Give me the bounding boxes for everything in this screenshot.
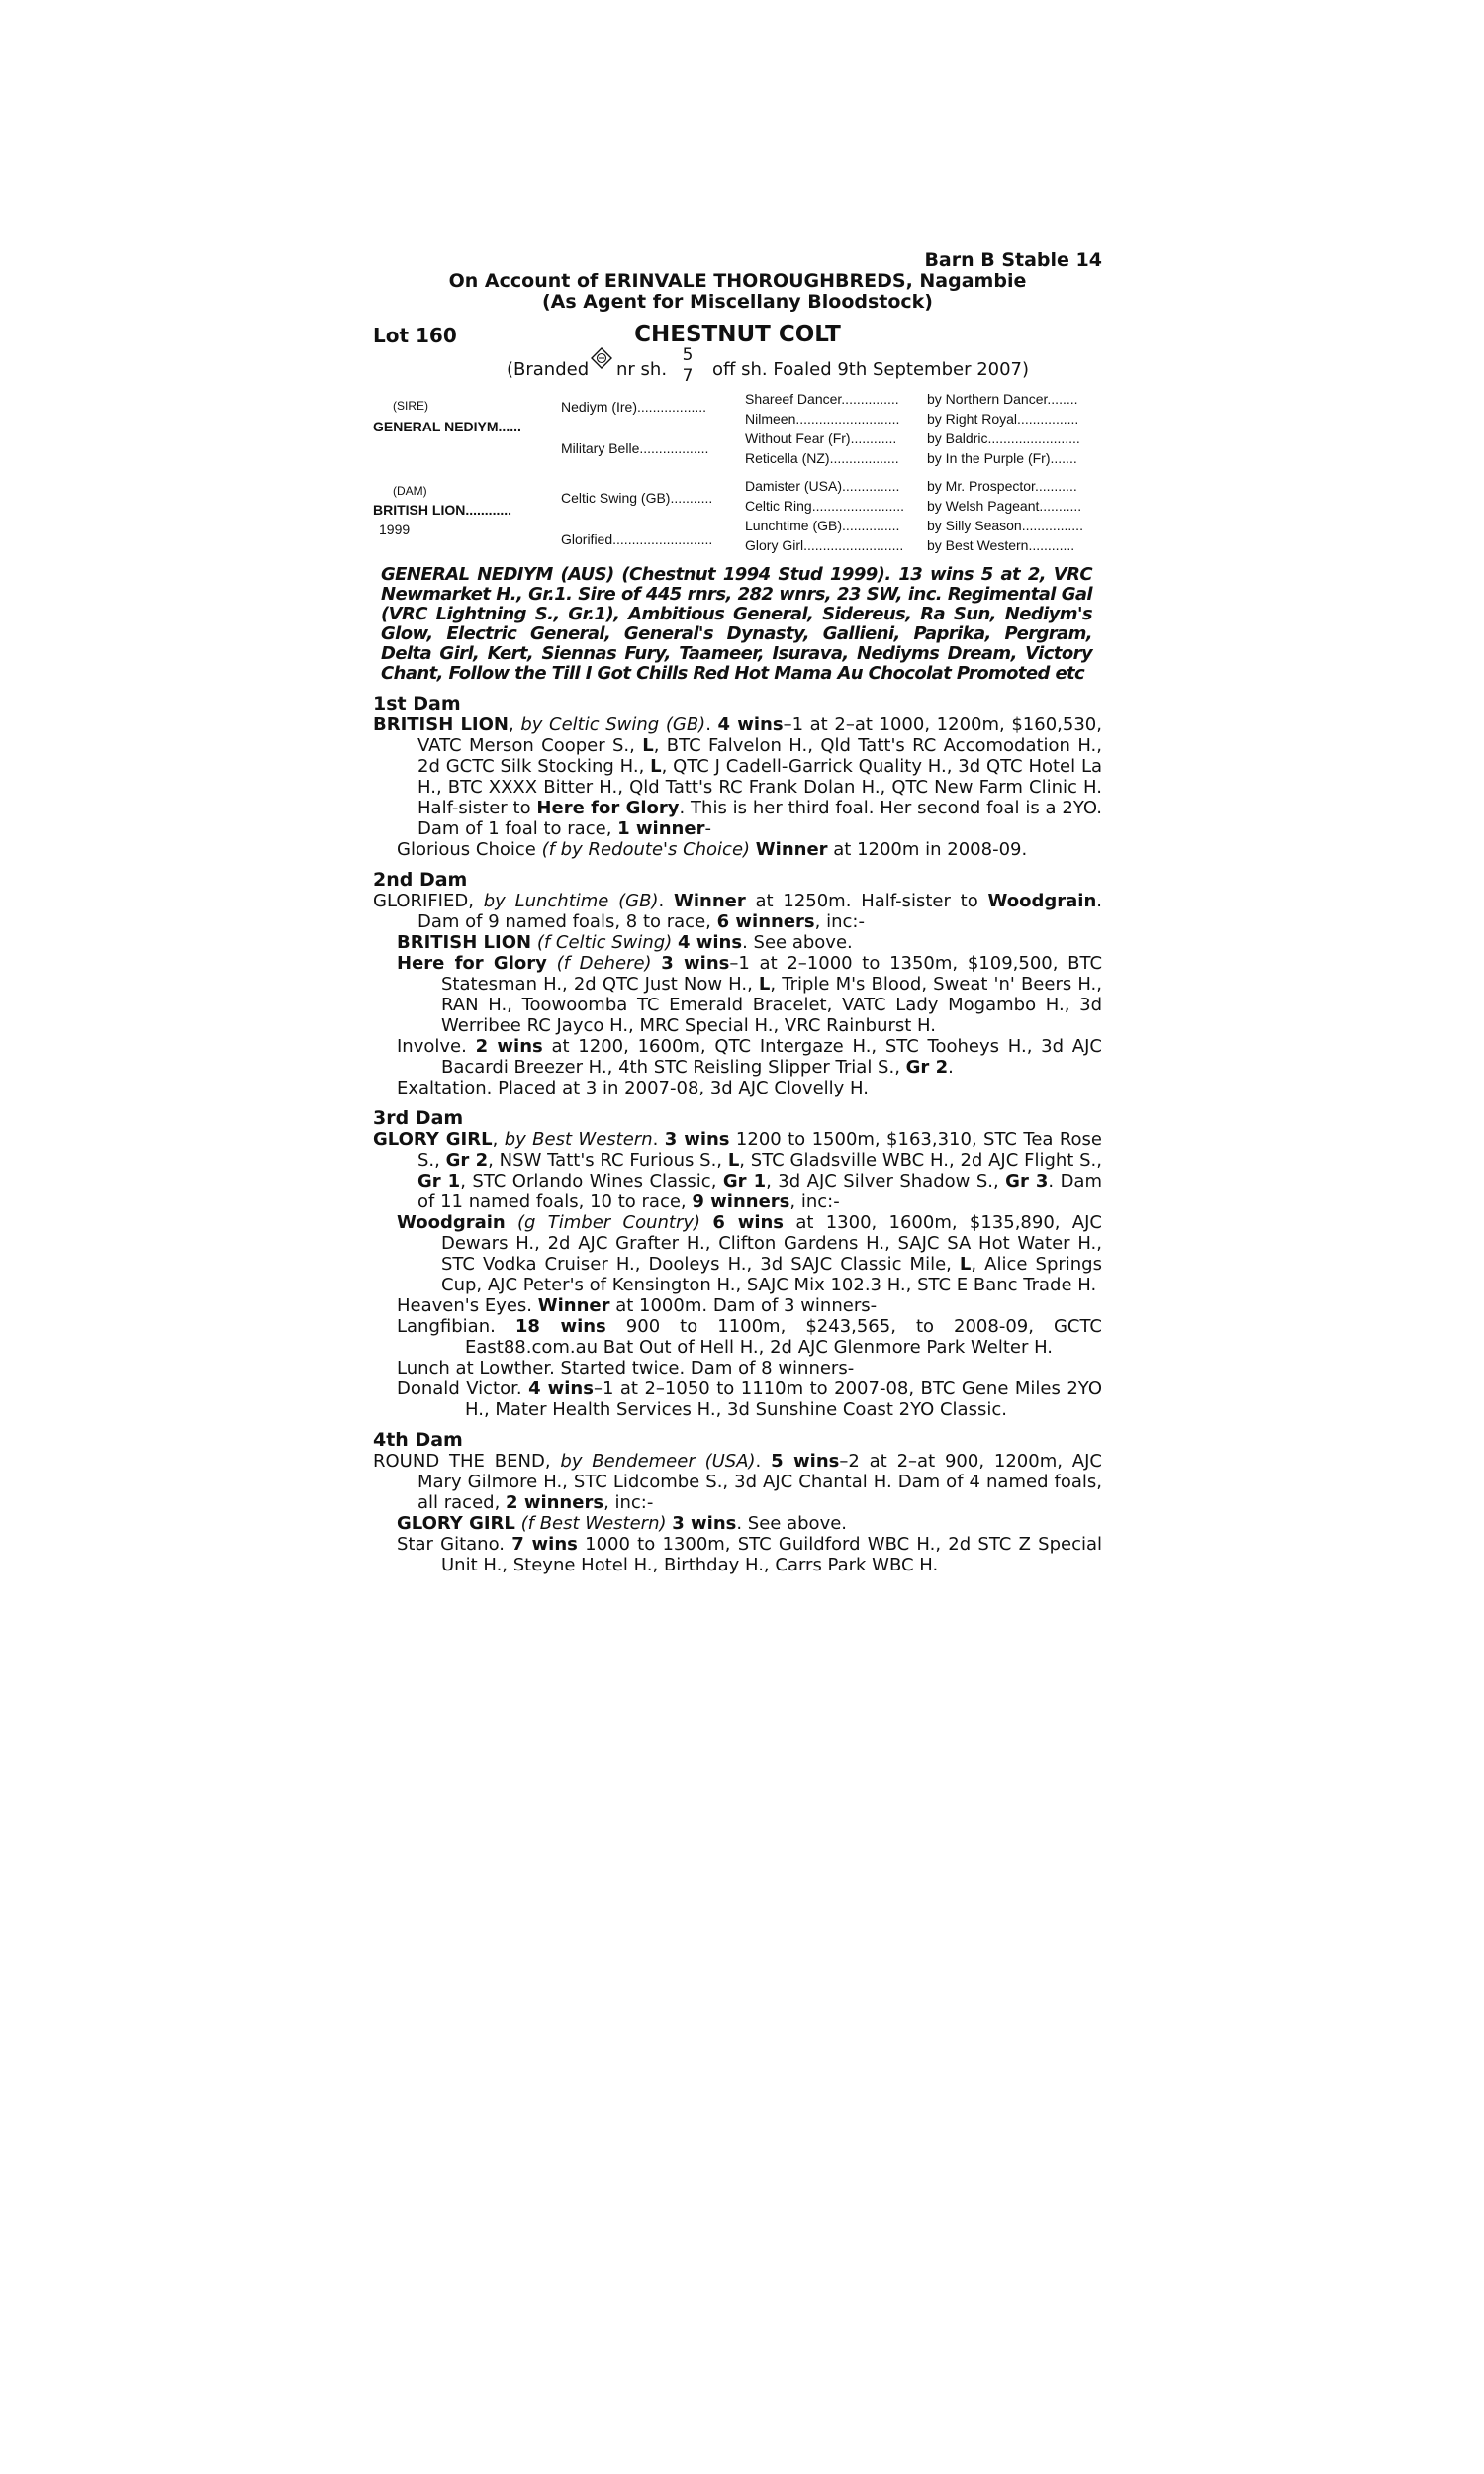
third-dam-heading: 3rd Dam: [373, 1107, 464, 1129]
ggp-5-by: by Mr. Prospector: [927, 478, 1035, 494]
separator: .: [948, 1057, 954, 1078]
sire-label: (SIRE): [393, 399, 428, 413]
brand-position: nr sh.: [616, 359, 668, 380]
ggp-1-sire: by Northern Dancer........: [927, 391, 1078, 407]
race-record: , QTC J Cadell-Garrick Quality H., 3d QTC Hotel La H., BTC XXXX Bitter H., Qld Tatt's RC Frank Dolan H., QTC New Farm Clinic H. Half-sister to: [417, 756, 1102, 818]
brand-suffix: off sh. Foaled 9th September 2007): [712, 359, 1030, 380]
ggp-5: Damister (USA)...............: [745, 478, 900, 494]
foal-name: GLORY GIRL: [397, 1513, 515, 1534]
sire-dam: Military Belle..................: [561, 440, 709, 456]
foal-name: Star Gitano.: [397, 1534, 512, 1555]
race-record: . See above.: [742, 932, 853, 953]
dam-sire: Celtic Swing (GB)...........: [561, 490, 713, 506]
vendor-agent: (As Agent for Miscellany Bloodstock): [541, 291, 933, 313]
dam-dam-text: Glorified: [561, 531, 613, 547]
ggp-5-name: Damister (USA): [745, 478, 843, 494]
third-dam-foal-2: [373, 1295, 1102, 1316]
ggp-3-by: by Baldric: [927, 430, 988, 446]
separator: -: [704, 818, 711, 839]
foal-name: Here for Glory: [397, 953, 547, 974]
race-record: , Alice Springs Cup, AJC Peter's of Kensington H., SAJC Mix 102.3 H., STC E Banc Trade H.: [441, 1254, 1102, 1295]
produce-record: . Dam of 9 named foals, 8 to race,: [417, 891, 1102, 932]
lot-number: Lot 160: [373, 324, 457, 347]
race-record: –1 at 2–1050 to 1110m to 2007-08, BTC Gene Miles 2YO H., Mater Health Services H., 3d Sunshine Coast 2YO Classic.: [465, 1379, 1102, 1420]
horse-name: BRITISH LION: [373, 714, 509, 735]
brand-number-bottom: 7: [682, 366, 694, 386]
wins: 4 wins: [677, 932, 743, 953]
ggp-4-name: Reticella (NZ): [745, 450, 830, 466]
race-record: –1 at 2–at 1000, 1200m, $160,530, VATC Merson Cooper S.,: [417, 714, 1102, 756]
first-dam-foal: [373, 839, 1102, 860]
second-dam-entry: [373, 891, 1102, 932]
separator: [700, 1212, 712, 1233]
ggp-3: Without Fear (Fr)............: [745, 430, 897, 446]
third-dam-grandfoal-2: [373, 1379, 1102, 1420]
ggp-5-sire: by Mr. Prospector...........: [927, 478, 1077, 494]
ggp-3-sire: by Baldric........................: [927, 430, 1080, 446]
ggp-6: Celtic Ring........................: [745, 498, 905, 514]
winners-count: 6 winners: [716, 911, 815, 932]
third-dam-section: [373, 1129, 1102, 1420]
second-dam-foal-2: [373, 953, 1102, 1036]
lot-title: CHESTNUT COLT: [634, 322, 841, 347]
sire-ref: (f Celtic Swing): [536, 932, 673, 953]
separator: , inc:-: [789, 1191, 840, 1212]
brand-prefix: (Branded: [507, 359, 590, 380]
wins: 4 wins: [528, 1379, 594, 1399]
race-record: . See above.: [736, 1513, 848, 1534]
produce-record: at 1000m. Dam of 3 winners-: [609, 1295, 878, 1316]
first-dam-heading: 1st Dam: [373, 693, 461, 714]
separator: [506, 1212, 517, 1233]
horse-name: GLORY GIRL: [373, 1129, 493, 1150]
ggp-1: Shareef Dancer...............: [745, 391, 899, 407]
winners-count: 1 winner: [617, 818, 705, 839]
listed-marker: L: [650, 756, 662, 777]
ggp-4: Reticella (NZ)..................: [745, 450, 899, 466]
separator: [547, 953, 557, 974]
ggp-7-by: by Silly Season: [927, 518, 1022, 533]
ggp-2-name: Nilmeen: [745, 411, 796, 427]
wins: 2 wins: [475, 1036, 543, 1057]
race-record: , 3d AJC Silver Shadow S.,: [766, 1171, 1006, 1191]
fourth-dam-foal-2: [373, 1534, 1102, 1575]
race-record: at 1250m. Half-sister to: [745, 891, 988, 911]
wins: 18 wins: [514, 1316, 606, 1337]
sire-ref: by Bendemeer (USA): [560, 1451, 756, 1472]
sire-ref: (f by Redoute's Choice): [541, 839, 751, 860]
race-record: at 1300, 1600m, $135,890, AJC Dewars H., 2d AJC Grafter H., Clifton Gardens H., SAJC SA Hot Water H., STC Vodka Cruiser H., Dooleys H., 3d SAJC Classic Mile,: [441, 1212, 1102, 1275]
ggp-7: Lunchtime (GB)...............: [745, 518, 900, 533]
separator: , inc:-: [814, 911, 865, 932]
sibling-name: Woodgrain: [987, 891, 1097, 911]
race-record: 900 to 1100m, $243,565, to 2008-09, GCTC East88.com.au Bat Out of Hell H., 2d AJC Glenmore Park Welter H.: [465, 1316, 1102, 1358]
fourth-dam-heading: 4th Dam: [373, 1429, 463, 1451]
ggp-6-by: by Welsh Pageant: [927, 498, 1040, 514]
wins: 3 wins: [664, 1129, 730, 1150]
winners-count: 9 winners: [692, 1191, 790, 1212]
dam-sire-text: Celtic Swing (GB): [561, 490, 671, 506]
sire-sire-text: Nediym (Ire): [561, 399, 638, 415]
ggp-7-name: Lunchtime (GB): [745, 518, 843, 533]
separator: ,: [492, 1129, 505, 1150]
race-record: 1200 to 1500m, $163,310, STC Tea Rose S.,: [417, 1129, 1102, 1171]
brand-mark-icon: [591, 347, 612, 369]
foal-name: Glorious Choice: [397, 839, 542, 860]
ggp-1-by: by Northern Dancer: [927, 391, 1048, 407]
second-dam-section: [373, 891, 1102, 1098]
second-dam-foal-1: [373, 932, 1102, 953]
catalogue-page: [373, 250, 1102, 1575]
ggp-6-name: Celtic Ring: [745, 498, 812, 514]
sibling-name: Here for Glory: [536, 798, 680, 818]
third-dam-foal-1: [373, 1212, 1102, 1295]
produce-record: . This is her third foal. Her second foal is a 2YO. Dam of 1 foal to race,: [417, 798, 1103, 839]
second-dam-foal-3: [373, 1036, 1102, 1078]
dam-name-text: BRITISH LION: [373, 502, 466, 518]
race-record: at 1200, 1600m, QTC Intergaze H., STC Tooheys H., 3d AJC Bacardi Breezer H., 4th STC Reisling Slipper Trial S.,: [441, 1036, 1102, 1078]
foal-name: Woodgrain: [397, 1212, 506, 1233]
group-marker: Gr 1: [417, 1171, 461, 1191]
third-dam-foal-3: Lunch at Lowther. Started twice. Dam of 8 winners-: [397, 1358, 855, 1379]
sire-sire: Nediym (Ire)..................: [561, 399, 707, 415]
sire-name: GENERAL NEDIYM......: [373, 419, 521, 434]
foal-name: Involve.: [397, 1036, 476, 1057]
first-dam-section: [373, 714, 1102, 860]
listed-marker: L: [727, 1150, 740, 1171]
race-record: –2 at 2–at 900, 1200m, AJC Mary Gilmore H., STC Lidcombe S., 3d AJC Chantal H. Dam of 4 named foals, all raced,: [417, 1451, 1102, 1513]
wins: Winner: [674, 891, 746, 911]
separator: .: [658, 891, 674, 911]
sire-dam-text: Military Belle: [561, 440, 640, 456]
group-marker: Gr 3: [1005, 1171, 1049, 1191]
wins: 3 wins: [672, 1513, 737, 1534]
race-record: , NSW Tatt's RC Furious S.,: [488, 1150, 728, 1171]
vendor-account: On Account of ERINVALE THOROUGHBREDS, Nagambie: [448, 270, 1027, 292]
race-record: 1000 to 1300m, STC Guildford WBC H., 2d STC Z Special Unit H., Steyne Hotel H., Birthday H., Carrs Park WBC H.: [441, 1534, 1102, 1575]
separator: ,: [508, 714, 521, 735]
listed-marker: L: [758, 974, 771, 995]
sire-name-text: GENERAL NEDIYM: [373, 419, 499, 434]
wins: 3 wins: [661, 953, 730, 974]
foal-name: Heaven's Eyes.: [397, 1295, 538, 1316]
dam-dam: Glorified..........................: [561, 531, 713, 547]
foal-name: Donald Victor.: [397, 1379, 529, 1399]
dam-year: 1999: [379, 522, 411, 537]
ggp-4-by: by In the Purple (Fr): [927, 450, 1051, 466]
ggp-2-sire: by Right Royal................: [927, 411, 1079, 427]
race-record: –1 at 2–1000 to 1350m, $109,500, BTC Statesman H., 2d QTC Just Now H.,: [441, 953, 1103, 995]
produce-record: . Dam of 11 named foals, 10 to race,: [417, 1171, 1102, 1212]
foal-name: Langfibian.: [397, 1316, 515, 1337]
second-dam-heading: 2nd Dam: [373, 869, 468, 891]
fourth-dam-section: [373, 1451, 1102, 1575]
sire-ref: by Celtic Swing (GB): [520, 714, 706, 735]
wins: 4 wins: [717, 714, 784, 735]
separator: ,: [544, 1451, 561, 1472]
pedigree-table: [373, 391, 1102, 557]
wins: 5 wins: [771, 1451, 840, 1472]
ggp-1-name: Shareef Dancer: [745, 391, 842, 407]
sire-summary: GENERAL NEDIYM (AUS) (Chestnut 1994 Stud 1999). 13 wins 5 at 2, VRC Newmarket H., Gr.1. Sire of 445 rnrs, 282 wnrs, 23 SW, inc. Regimental Gal (VRC Lightning S., Gr.1), Ambitious General, Sidereus, Ra Sun, Nediym's Glow, Electric General, General's Dynasty, Gallieni, Paprika, Pergram, Delta Girl, Kert, Siennas Fury, Taameer, Isurava, Nediyms Dream, Victory Chant, Follow the Till I Got Chills Red Hot Mama Au Chocolat Promoted etc: [381, 564, 1092, 684]
race-record: at 1200m in 2008-09.: [827, 839, 1028, 860]
foal-name: BRITISH LION: [397, 932, 532, 953]
fourth-dam-foal-1: [373, 1513, 1102, 1534]
second-dam-foal-4: Exaltation. Placed at 3 in 2007-08, 3d AJC Clovelly H.: [397, 1078, 869, 1098]
brand-number: [681, 345, 695, 387]
ggp-2: Nilmeen...........................: [745, 411, 900, 427]
brand-number-top: 5: [682, 345, 694, 365]
ggp-6-sire: by Welsh Pageant...........: [927, 498, 1082, 514]
separator: .: [755, 1451, 772, 1472]
fourth-dam-entry: [373, 1451, 1102, 1513]
ggp-8-by: by Best Western: [927, 537, 1029, 553]
wins: 7 wins: [511, 1534, 578, 1555]
ggp-8-sire: by Best Western............: [927, 537, 1075, 553]
third-dam-entry: [373, 1129, 1102, 1212]
listed-marker: L: [959, 1254, 972, 1275]
barn-stable: Barn B Stable 14: [924, 249, 1102, 271]
third-dam-grandfoal-1: [373, 1316, 1102, 1358]
separator: .: [652, 1129, 665, 1150]
sire-ref: (g Timber Country): [517, 1212, 701, 1233]
race-record: , STC Gladsville WBC H., 2d AJC Flight S.,: [739, 1150, 1102, 1171]
sire-ref: by Best Western: [504, 1129, 653, 1150]
separator: , inc:-: [603, 1492, 654, 1513]
horse-name: GLORIFIED: [373, 891, 469, 911]
dam-name: BRITISH LION............: [373, 502, 512, 518]
ggp-7-sire: by Silly Season................: [927, 518, 1083, 533]
race-record: , Triple M's Blood, Sweat 'n' Beers H., RAN H., Toowoomba TC Emerald Bracelet, VATC Lady Mogambo H., 3d Werribee RC Jayco H., MRC Special H., VRC Rainburst H.: [441, 974, 1102, 1036]
wins: Winner: [537, 1295, 610, 1316]
wins: Winner: [755, 839, 828, 860]
group-marker: Gr 1: [722, 1171, 767, 1191]
ggp-4-sire: by In the Purple (Fr).......: [927, 450, 1077, 466]
wins: 6 wins: [712, 1212, 785, 1233]
dam-label: (DAM): [393, 484, 427, 498]
brand-line: [373, 347, 1102, 391]
ggp-8: Glory Girl..........................: [745, 537, 904, 553]
sire-ref: by Lunchtime (GB): [483, 891, 659, 911]
race-record: , BTC Falvelon H., Qld Tatt's RC Accomodation H., 2d GCTC Silk Stocking H.,: [417, 735, 1102, 777]
separator: ,: [468, 891, 484, 911]
ggp-3-name: Without Fear (Fr): [745, 430, 851, 446]
ggp-8-name: Glory Girl: [745, 537, 804, 553]
first-dam-entry: [373, 714, 1102, 839]
ggp-2-by: by Right Royal: [927, 411, 1018, 427]
sire-ref: (f Dehere): [556, 953, 652, 974]
separator: [652, 953, 662, 974]
horse-name: ROUND THE BEND: [373, 1451, 545, 1472]
sire-ref: (f Best Western): [520, 1513, 667, 1534]
winners-count: 2 winners: [506, 1492, 604, 1513]
listed-marker: L: [642, 735, 654, 756]
separator: .: [705, 714, 718, 735]
group-marker: Gr 2: [445, 1150, 489, 1171]
lot-line: [373, 324, 1102, 347]
group-marker: Gr 2: [905, 1057, 949, 1078]
race-record: , STC Orlando Wines Classic,: [460, 1171, 723, 1191]
